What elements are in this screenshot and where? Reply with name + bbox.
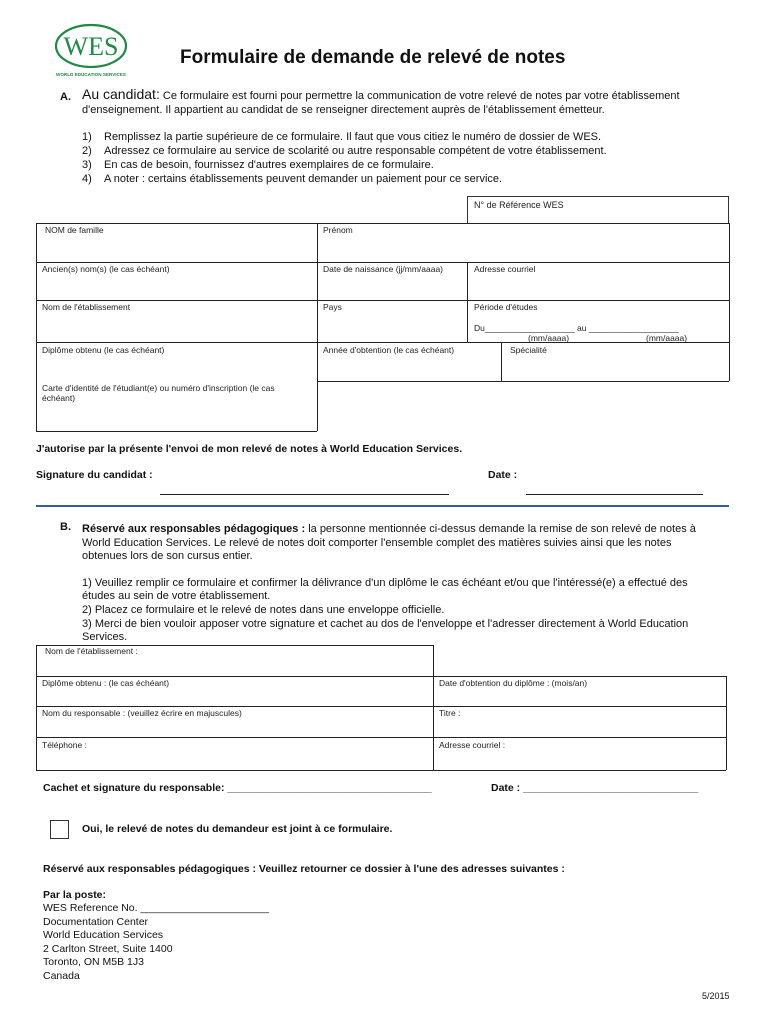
b-courriel-label: Adresse courriel : bbox=[439, 740, 506, 750]
anciens-noms-label: Ancien(s) nom(s) (le cas échéant) bbox=[42, 264, 170, 274]
section-b-step-3b: Services. bbox=[82, 631, 128, 643]
annee-obtention-label: Année d'obtention (le cas échéant) bbox=[323, 345, 455, 355]
wes-logo bbox=[52, 22, 132, 80]
periode-mm-aaaa-2: (mm/aaaa) bbox=[646, 333, 688, 343]
section-b-letter: B. bbox=[60, 521, 71, 533]
section-b-intro-2: World Education Services. Le relevé de notes doit comporter l'ensemble complet des matières suivies ainsi que les notes bbox=[82, 537, 672, 549]
form-title: Formulaire de demande de relevé de notes bbox=[180, 47, 566, 68]
b-telephone-field[interactable] bbox=[37, 738, 432, 769]
address-heading: Par la poste: bbox=[43, 889, 107, 901]
instruction-item: 4) A noter : certains établissements peuvent demander un paiement pour ce service. bbox=[82, 173, 503, 185]
section-b-step-1a: 1) Veuillez remplir ce formulaire et confirmer la délivrance d'un diplôme le cas échéant et/ou que l'intéressé(e) a effectué des bbox=[82, 577, 688, 589]
section-b-intro-1: la personne mentionnée ci-dessus demande la remise de son relevé de notes à bbox=[305, 523, 696, 535]
address-line: 2 Carlton Street, Suite 1400 bbox=[43, 942, 173, 955]
b-telephone-label: Téléphone : bbox=[42, 740, 87, 750]
section-b-step-2: 2) Placez ce formulaire et le relevé de notes dans une enveloppe officielle. bbox=[82, 604, 445, 616]
prenom-field[interactable] bbox=[318, 224, 728, 261]
pays-label: Pays bbox=[323, 302, 342, 312]
instruction-item: 3) En cas de besoin, fournissez d'autres exemplaires de ce formulaire. bbox=[82, 159, 434, 171]
b-date-obtention-label: Date d'obtention du diplôme : (mois/an) bbox=[439, 678, 588, 688]
section-b-intro bbox=[82, 522, 722, 536]
adresse-courriel-label: Adresse courriel bbox=[474, 264, 536, 274]
nom-label: NOM de famille bbox=[45, 225, 104, 235]
periode-mm-aaaa-1: (mm/aaaa) bbox=[528, 333, 570, 343]
wes-reference-label: N° de Référence WES bbox=[474, 200, 564, 210]
transcript-attached-label: Oui, le relevé de notes du demandeur est joint à ce formulaire. bbox=[82, 823, 393, 835]
b-etablissement-label: Nom de l'établissement : bbox=[45, 646, 138, 656]
section-a-intro bbox=[82, 86, 722, 104]
prenom-label: Prénom bbox=[323, 225, 353, 235]
date-candidat-line[interactable] bbox=[526, 494, 703, 495]
return-note: Réservé aux responsables pédagogiques : Veuillez retourner ce dossier à l'une des adresses suivantes : bbox=[43, 863, 565, 875]
section-b-step-3a: 3) Merci de bien vouloir apposer votre signature et cachet au dos de l'enveloppe et l'adresser directement à World Education bbox=[82, 618, 689, 630]
section-b-step-1b: études au sein de votre établissement. bbox=[82, 590, 271, 602]
section-a-heading: Au candidat: bbox=[82, 86, 160, 102]
form-version: 5/2015 bbox=[702, 991, 730, 1001]
logo-text: WES bbox=[63, 32, 119, 61]
mailing-address bbox=[43, 902, 269, 983]
b-responsable-label: Nom du responsable : (veuillez écrire en majuscules) bbox=[42, 708, 242, 718]
signature-candidat-label: Signature du candidat : bbox=[36, 469, 153, 481]
section-a-intro-2: d'enseignement. Il appartient au candidat de se renseigner directement auprès de l'établissement émetteur. bbox=[82, 104, 605, 116]
authorization-statement: J'autorise par la présente l'envoi de mon relevé de notes à World Education Services. bbox=[36, 443, 463, 455]
section-a-letter: A. bbox=[60, 91, 71, 103]
b-titre-field[interactable] bbox=[434, 707, 725, 736]
b-diplome-label: Diplôme obtenu : (le cas échéant) bbox=[42, 678, 170, 688]
address-line: World Education Services bbox=[43, 929, 164, 941]
instruction-item: 1) Remplissez la partie supérieure de ce formulaire. Il faut que vous citiez le numéro de dossier de WES. bbox=[82, 131, 602, 143]
carte-identite-label-2: échéant) bbox=[42, 393, 76, 403]
specialite-label: Spécialité bbox=[510, 345, 547, 355]
address-line: WES Reference No. ______________________ bbox=[43, 902, 269, 914]
instructions-list bbox=[82, 130, 607, 186]
signature-candidat-line[interactable] bbox=[160, 494, 449, 495]
cachet-signature-field[interactable]: Cachet et signature du responsable: ___________________________________ bbox=[43, 782, 432, 794]
b-titre-label: Titre : bbox=[439, 708, 461, 718]
section-divider bbox=[36, 505, 729, 507]
date-candidat-label: Date : bbox=[488, 469, 518, 481]
address-line: Canada bbox=[43, 969, 80, 982]
periode-label: Période d'études bbox=[474, 302, 538, 312]
diplome-label: Diplôme obtenu (le cas échéant) bbox=[42, 345, 165, 355]
logo-subtitle: WORLD EDUCATION SERVICES bbox=[55, 72, 127, 77]
section-b-heading: Réservé aux responsables pédagogiques : bbox=[82, 523, 306, 535]
section-b-intro-3: obtenues lors de son cursus entier. bbox=[82, 550, 253, 562]
section-a-intro-1: Ce formulaire est fourni pour permettre la communication de votre relevé de notes par votre établissement bbox=[159, 90, 680, 102]
instruction-item: 2) Adressez ce formulaire au service de scolarité ou autre responsable compétent de votre établissement. bbox=[82, 145, 607, 157]
carte-identite-label-1: Carte d'identité de l'étudiant(e) ou numéro d'inscription (le cas bbox=[42, 383, 275, 393]
periode-du-au: Du___________________ au ___________________ bbox=[474, 323, 679, 333]
date-responsable-field[interactable]: Date : ______________________________ bbox=[491, 782, 699, 794]
address-line: Toronto, ON M5B 1J3 bbox=[43, 956, 144, 968]
date-naissance-label: Date de naissance (jj/mm/aaaa) bbox=[323, 264, 444, 274]
address-line: Documentation Center bbox=[43, 915, 149, 928]
etablissement-label: Nom de l'établissement bbox=[42, 302, 131, 312]
transcript-attached-checkbox[interactable] bbox=[50, 820, 69, 839]
